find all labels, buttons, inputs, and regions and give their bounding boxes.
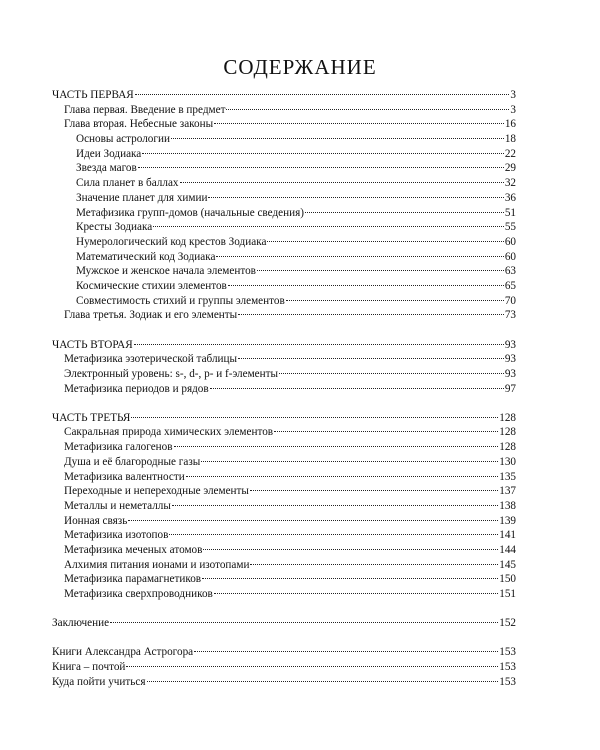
dot-leader	[194, 651, 498, 652]
dot-leader	[153, 226, 504, 227]
toc-entry-title: Кресты Зодиака	[76, 221, 153, 234]
toc-section	[52, 88, 516, 323]
toc-entry-title: Душа и её благородные газы	[64, 455, 201, 468]
toc-entry-title: Сила планет в баллах	[76, 177, 179, 190]
toc-entry	[52, 543, 516, 558]
toc-entry	[52, 132, 516, 147]
dot-leader	[201, 461, 498, 462]
dot-leader	[279, 373, 504, 374]
toc-entry-page: 150	[499, 573, 516, 586]
toc-entry-title: Значение планет для химии	[76, 191, 208, 204]
toc-entry-title: Куда пойти учиться	[52, 675, 146, 688]
dot-leader	[238, 358, 504, 359]
dot-leader	[142, 153, 504, 154]
toc-entry	[52, 645, 516, 660]
toc-entry-page: 93	[504, 338, 516, 351]
toc-entry-page: 93	[504, 353, 516, 366]
dot-leader	[134, 344, 504, 345]
toc-entry-title: Метафизика галогенов	[64, 441, 173, 454]
dot-leader	[250, 564, 498, 565]
dot-leader	[180, 182, 504, 183]
toc-entry-page: 60	[504, 235, 516, 248]
dot-leader	[126, 666, 498, 667]
toc-entry-page: 3	[510, 89, 516, 101]
toc-entry	[52, 616, 516, 631]
toc-section	[52, 645, 516, 689]
dot-leader	[250, 490, 498, 491]
toc-entry-title: Переходные и непереходные элементы	[64, 485, 249, 498]
toc-entry-page: 63	[504, 265, 516, 278]
dot-leader	[174, 446, 499, 447]
dot-leader	[147, 681, 499, 682]
toc-entry-title: Метафизика изотопов	[64, 529, 169, 542]
toc-entry-title: Метафизика групп-домов (начальные сведения)	[76, 206, 304, 219]
toc-entry-title: Глава третья. Зодиак и его элементы	[64, 309, 238, 322]
toc-entry-title: Метафизика валентности	[64, 470, 185, 483]
toc-entry-title: Метафизика периодов и рядов	[64, 382, 209, 395]
toc-entry	[52, 382, 516, 397]
toc-entry	[52, 235, 516, 250]
dot-leader	[238, 314, 504, 315]
toc-entry-page: 152	[499, 617, 516, 630]
toc-entry	[52, 88, 516, 103]
toc-entry	[52, 294, 516, 309]
toc-entry-page: 128	[499, 426, 516, 439]
toc-entry-page: 151	[499, 588, 516, 600]
toc-entry-title: Метафизика сверхпроводников	[64, 588, 213, 600]
toc-entry	[52, 117, 516, 132]
toc-entry-page: 36	[504, 191, 516, 204]
toc-entry-page: 55	[504, 221, 516, 234]
toc-entry-page: 153	[499, 675, 516, 688]
toc-entry	[52, 425, 516, 440]
dot-leader	[203, 549, 498, 550]
toc-entry-page: 3	[510, 103, 516, 116]
toc-entry	[52, 220, 516, 235]
dot-leader	[172, 505, 498, 506]
dot-leader	[135, 94, 510, 95]
toc-entry-page: 128	[499, 411, 516, 424]
toc-entry-page: 138	[499, 499, 516, 512]
toc-entry-title: Звезда магов	[76, 162, 137, 175]
toc-entry-title: Заключение	[52, 617, 110, 630]
toc-entry	[52, 352, 516, 367]
dot-leader	[274, 431, 498, 432]
toc-entry-title: Книги Александра Астрогора	[52, 646, 194, 659]
dot-leader	[128, 520, 498, 521]
toc-entry-page: 141	[499, 529, 516, 542]
toc-entry	[52, 147, 516, 162]
toc-entry-page: 139	[499, 514, 516, 527]
toc-entry	[52, 587, 516, 602]
toc-entry	[52, 191, 516, 206]
toc-entry	[52, 455, 516, 470]
toc-entry	[52, 264, 516, 279]
dot-leader	[210, 388, 504, 389]
toc-entry	[52, 675, 516, 690]
toc-section	[52, 411, 516, 602]
toc-entry-title: Основы астрологии	[76, 133, 170, 146]
toc-entry	[52, 338, 516, 353]
toc-entry-page: 130	[499, 455, 516, 468]
toc-entry-title: Металлы и неметаллы	[64, 499, 171, 512]
toc-entry-title: Нумерологический код крестов Зодиака	[76, 235, 267, 248]
toc-entry	[52, 103, 516, 118]
toc-entry	[52, 279, 516, 294]
toc-entry-page: 153	[499, 661, 516, 674]
toc-entry-page: 144	[499, 543, 516, 556]
toc-entry-page: 137	[499, 485, 516, 498]
dot-leader	[186, 476, 498, 477]
toc-entry	[52, 367, 516, 382]
toc-entry-title: Метафизика парамагнетиков	[64, 573, 202, 586]
dot-leader	[138, 167, 504, 168]
toc-entry	[52, 514, 516, 529]
toc-entry-page: 29	[504, 162, 516, 175]
toc-entry	[52, 308, 516, 323]
toc-entry-page: 65	[504, 279, 516, 292]
toc-entry	[52, 528, 516, 543]
toc-entry-title: ЧАСТЬ ВТОРАЯ	[52, 338, 133, 351]
toc-entry-title: Мужское и женское начала элементов	[76, 265, 256, 278]
toc-entry-title: Книга – почтой	[52, 661, 126, 674]
toc-entry-title: Метафизика меченых атомов	[64, 543, 203, 556]
dot-leader	[208, 197, 503, 198]
page-title: СОДЕРЖАНИЕ	[223, 55, 377, 79]
toc-entry-page: 32	[504, 177, 516, 190]
toc-entry	[52, 206, 516, 221]
dot-leader	[169, 534, 498, 535]
toc-entry-title: Совместимость стихий и группы элементов	[76, 294, 285, 307]
toc-entry	[52, 176, 516, 191]
toc-entry-title: Ионная связь	[64, 514, 128, 527]
toc-entry-page: 16	[504, 118, 516, 131]
dot-leader	[286, 300, 504, 301]
toc-entry-page: 60	[504, 250, 516, 263]
toc-entry	[52, 660, 516, 675]
toc-entry	[52, 484, 516, 499]
dot-leader	[110, 622, 498, 623]
toc-entry-page: 145	[499, 558, 516, 571]
toc-entry	[52, 411, 516, 426]
dot-leader	[257, 270, 504, 271]
toc-entry-page: 153	[499, 646, 516, 659]
dot-leader	[131, 417, 498, 418]
toc-entry-title: Глава вторая. Небесные законы	[64, 118, 214, 131]
toc-entry-page: 93	[504, 367, 516, 380]
toc-entry	[52, 499, 516, 514]
dot-leader	[228, 285, 504, 286]
toc-entry-page: 70	[504, 294, 516, 307]
toc-section	[52, 616, 516, 631]
table-of-contents	[52, 88, 516, 689]
toc-entry-title: ЧАСТЬ ПЕРВАЯ	[52, 89, 134, 101]
toc-entry-page: 135	[499, 470, 516, 483]
dot-leader	[214, 593, 498, 594]
toc-entry-title: Космические стихии элементов	[76, 279, 227, 292]
toc-entry-title: Идеи Зодиака	[76, 147, 142, 160]
dot-leader	[305, 212, 504, 213]
toc-entry-page: 128	[499, 441, 516, 454]
dot-leader	[216, 256, 503, 257]
toc-entry-title: Электронный уровень: s-, d-, p- и f-элементы	[64, 367, 279, 380]
toc-section	[52, 338, 516, 397]
toc-entry	[52, 572, 516, 587]
toc-entry-title: Сакральная природа химических элементов	[64, 426, 274, 439]
toc-entry-page: 73	[504, 309, 516, 322]
dot-leader	[267, 241, 503, 242]
dot-leader	[214, 123, 504, 124]
toc-entry	[52, 161, 516, 176]
toc-entry-page: 97	[504, 382, 516, 395]
toc-entry	[52, 250, 516, 265]
toc-entry-page: 18	[504, 133, 516, 146]
toc-entry-title: Метафизика эзотерической таблицы	[64, 353, 238, 366]
toc-entry-title: ЧАСТЬ ТРЕТЬЯ	[52, 411, 131, 424]
toc-entry-title: Глава первая. Введение в предмет	[64, 103, 226, 116]
dot-leader	[226, 109, 509, 110]
dot-leader	[202, 578, 498, 579]
toc-entry	[52, 558, 516, 573]
dot-leader	[171, 138, 504, 139]
toc-entry-title: Математический код Зодиака	[76, 250, 216, 263]
toc-entry	[52, 440, 516, 455]
toc-entry	[52, 470, 516, 485]
toc-entry-page: 51	[504, 206, 516, 219]
toc-entry-title: Алхимия питания ионами и изотопами	[64, 558, 250, 571]
toc-entry-page: 22	[504, 147, 516, 160]
